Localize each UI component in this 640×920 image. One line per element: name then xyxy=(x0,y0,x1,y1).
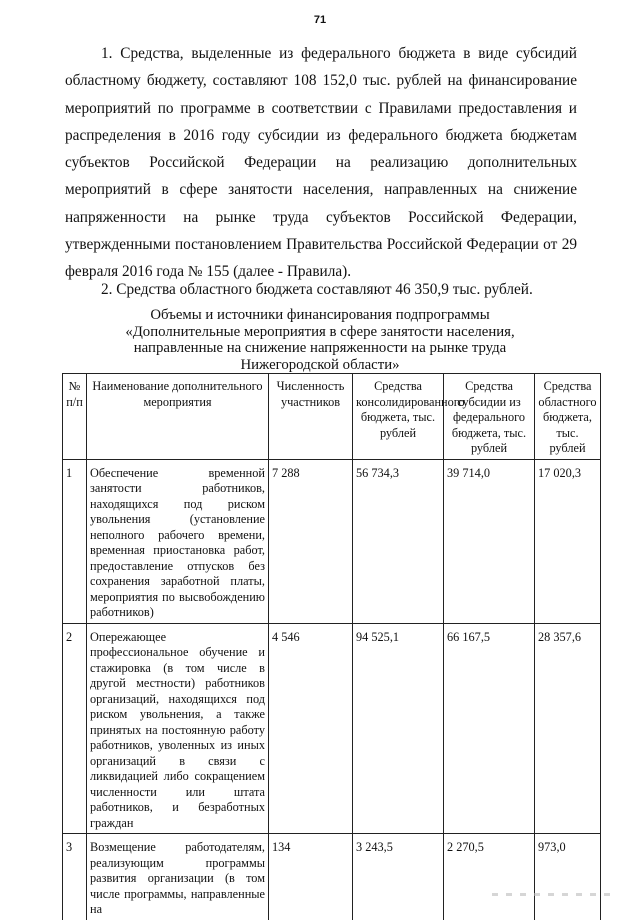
cell-federal: 66 167,5 xyxy=(444,623,535,834)
table-row xyxy=(63,459,601,623)
cell-name: Опережающее профессиональное обучение и стажировка (в том числе в другой местности) работников организаций, находящихся под риском увольнения, а также принятых на постоянную работу работников, уволенных из иных организаций в связи с ликвидацией либо сокращением численности или штата работников, и безработных граждан xyxy=(87,623,269,834)
table-title-line: Нижегородской области» xyxy=(240,356,400,373)
header-cell-consolidated: Средства консолидированного бюджета, тыс. рублей xyxy=(353,374,444,460)
table-header-row xyxy=(63,374,601,460)
table-title xyxy=(80,307,560,373)
header-cell-number: № п/п xyxy=(63,374,87,460)
table-title-line: направленные на снижение напряженности на рынке труда xyxy=(133,340,507,357)
header-cell-federal: Средства субсидии из федерального бюджета, тыс. рублей xyxy=(444,374,535,460)
cell-consolidated: 3 243,5 xyxy=(353,834,444,920)
cell-participants: 134 xyxy=(269,834,353,920)
paragraph-regional-funds: 2. Средства областного бюджета составляют 46 350,9 тыс. рублей. xyxy=(101,281,533,298)
cell-name: Возмещение работодателям, реализующим программы развития организации (в том числе программы, направленные на xyxy=(87,834,269,920)
cell-regional: 973,0 xyxy=(535,834,601,920)
cell-consolidated: 94 525,1 xyxy=(353,623,444,834)
cell-participants: 4 546 xyxy=(269,623,353,834)
scan-artifact xyxy=(492,893,612,896)
header-cell-regional: Средства областного бюджета, тыс. рублей xyxy=(535,374,601,460)
page-number: 71 xyxy=(313,14,327,26)
cell-federal: 39 714,0 xyxy=(444,459,535,623)
table-row xyxy=(63,623,601,834)
header-cell-participants: Численность участников xyxy=(269,374,353,460)
paragraph-federal-funds: 1. Средства, выделенные из федерального бюджета в виде субсидий областному бюджету, составляют 108 152,0 тыс. рублей на финансирование мероприятий по программе в соответствии с Правилами предоставления и распределения в 2016 году субсидии из федерального бюджета бюджетам субъектов Российской Федерации на реализацию дополнительных мероприятий в сфере занятости населения, направленных на снижение напряженности на рынке труда субъектов Российской Федерации, утвержденными постановлением Правительства Российской Федерации от 29 февраля 2016 года № 155 (далее - Правила). xyxy=(65,45,577,281)
cell-number: 1 xyxy=(63,459,87,623)
table-title-line: «Дополнительные мероприятия в сфере занятости населения, xyxy=(125,323,515,340)
table-title-line: Объемы и источники финансирования подпрограммы xyxy=(150,307,490,323)
cell-participants: 7 288 xyxy=(269,459,353,623)
cell-regional: 28 357,6 xyxy=(535,623,601,834)
cell-number: 2 xyxy=(63,623,87,834)
header-cell-name: Наименование дополнительного мероприятия xyxy=(87,374,269,460)
cell-federal: 2 270,5 xyxy=(444,834,535,920)
cell-name: Обеспечение временной занятости работников, находящихся под риском увольнения (установление неполного рабочего времени, временная приостановка работ, предоставление отпусков без сохранения заработной платы, мероприятия по высвобождению работников) xyxy=(87,459,269,623)
cell-consolidated: 56 734,3 xyxy=(353,459,444,623)
funding-table xyxy=(62,373,601,920)
cell-regional: 17 020,3 xyxy=(535,459,601,623)
cell-number: 3 xyxy=(63,834,87,920)
table-row xyxy=(63,834,601,920)
